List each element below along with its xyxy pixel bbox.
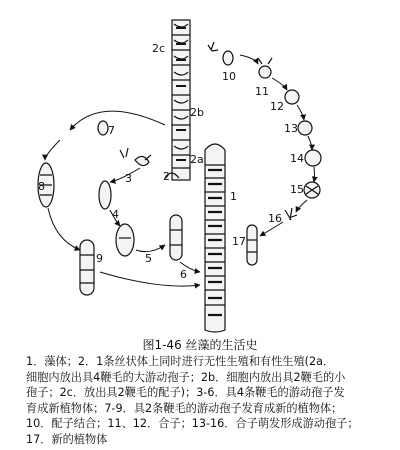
label-13: 13 <box>284 122 298 135</box>
caption-line-6: 17．新的植物体 <box>26 432 108 446</box>
label-3: 3 <box>125 172 132 185</box>
label-7: 7 <box>108 124 115 137</box>
label-6: 6 <box>180 268 187 281</box>
label-8: 8 <box>38 180 45 193</box>
figure-caption-title: 图1-46 丝藻的生活史 <box>142 338 258 352</box>
label-14: 14 <box>290 152 304 165</box>
label-1: 1 <box>230 190 237 203</box>
caption-line-2: 细胞内放出具4鞭毛的大游动孢子；2b．细胞内放出具2鞭毛的小 <box>26 370 346 384</box>
main-filament-2 <box>165 20 190 180</box>
label-10: 10 <box>222 70 236 83</box>
caption-line-5: 10．配子结合；11、12．合子；13-16．合子萌发形成游动孢子； <box>26 417 359 430</box>
caption-line-4: 育成新植物体；7-9．具2条鞭毛的游动孢子发育成新的植物体； <box>26 401 343 415</box>
figure-caption-body <box>26 354 398 447</box>
label-5: 5 <box>145 252 152 265</box>
label-2a: 2a <box>190 153 204 166</box>
label-2c: 2c <box>152 42 166 55</box>
label-17: 17 <box>232 235 246 248</box>
young-plants-left <box>38 121 182 295</box>
label-9: 9 <box>96 252 103 265</box>
label-2: 2 <box>163 170 170 183</box>
caption-line-3: 孢子；2c．放出具2鞭毛的配子)；3-6．具4条鞭毛的游动孢子发 <box>26 386 345 399</box>
caption-line-1: 1．藻体；2．1条丝状体上同时进行无性生殖和有性生殖(2a． <box>26 355 335 368</box>
label-16: 16 <box>268 212 282 225</box>
label-15: 15 <box>290 183 304 196</box>
label-12: 12 <box>270 100 284 113</box>
label-2b: 2b <box>190 106 204 119</box>
label-4: 4 <box>112 208 119 221</box>
filament-1 <box>205 144 225 332</box>
label-11: 11 <box>255 85 269 98</box>
